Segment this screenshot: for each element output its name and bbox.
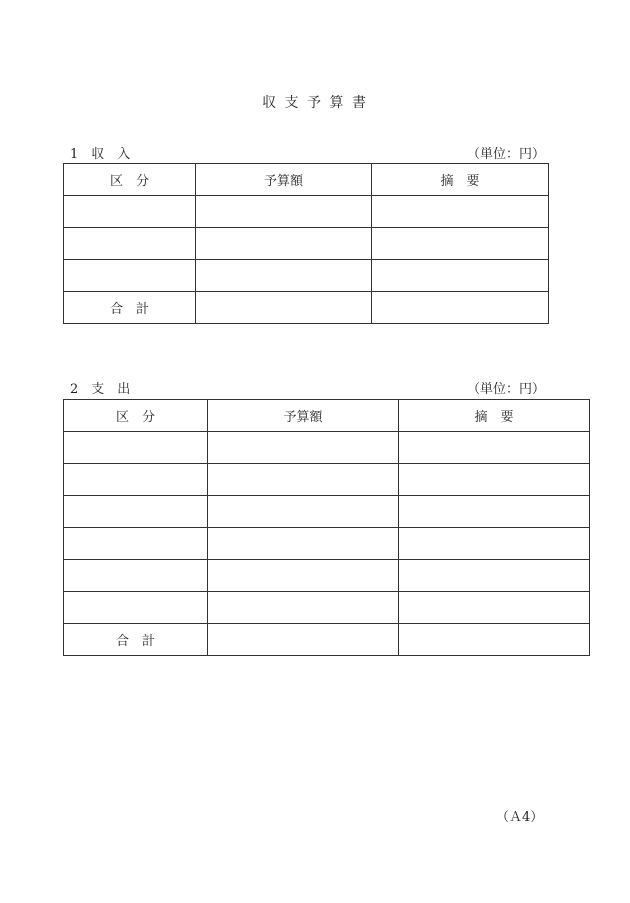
income-row xyxy=(64,196,549,228)
paper-size-label: （Ａ4） xyxy=(496,810,544,825)
income-total-row xyxy=(64,292,549,324)
income-total-amount[interactable] xyxy=(196,292,372,324)
expense-cell[interactable] xyxy=(208,464,399,496)
income-cell[interactable] xyxy=(372,260,549,292)
income-cell[interactable] xyxy=(64,260,196,292)
expense-cell[interactable] xyxy=(64,528,208,560)
expense-cell[interactable] xyxy=(399,528,590,560)
expense-cell[interactable] xyxy=(64,560,208,592)
expense-cell[interactable] xyxy=(208,560,399,592)
expense-row xyxy=(64,432,590,464)
expense-header-row xyxy=(64,400,590,432)
expense-cell[interactable] xyxy=(399,560,590,592)
expense-cell[interactable] xyxy=(208,528,399,560)
expense-header-category: 区 分 xyxy=(64,400,208,432)
expense-cell[interactable] xyxy=(399,464,590,496)
document-title: 収 支 予 算 書 xyxy=(262,95,368,111)
expense-row xyxy=(64,592,590,624)
income-header-category: 区 分 xyxy=(64,164,196,196)
expense-header-budget: 予算額 xyxy=(208,400,399,432)
expense-cell[interactable] xyxy=(399,432,590,464)
income-unit-label: （単位：円） xyxy=(467,147,546,162)
income-table xyxy=(63,163,549,324)
expense-cell[interactable] xyxy=(64,496,208,528)
income-header-remarks: 摘 要 xyxy=(372,164,549,196)
expense-cell[interactable] xyxy=(399,592,590,624)
expense-unit-label: （単位：円） xyxy=(467,382,546,397)
expense-row xyxy=(64,528,590,560)
income-header-budget: 予算額 xyxy=(196,164,372,196)
expense-cell[interactable] xyxy=(64,592,208,624)
expense-row xyxy=(64,496,590,528)
income-cell[interactable] xyxy=(372,196,549,228)
expense-cell[interactable] xyxy=(64,432,208,464)
expense-row xyxy=(64,560,590,592)
income-total-label: 合 計 xyxy=(64,292,196,324)
expense-table xyxy=(63,399,590,656)
expense-cell[interactable] xyxy=(208,432,399,464)
income-header-row xyxy=(64,164,549,196)
income-heading: 1 収 入 xyxy=(70,147,131,162)
expense-cell[interactable] xyxy=(64,464,208,496)
income-cell[interactable] xyxy=(196,196,372,228)
income-cell[interactable] xyxy=(372,228,549,260)
income-cell[interactable] xyxy=(64,228,196,260)
income-row xyxy=(64,260,549,292)
expense-cell[interactable] xyxy=(399,496,590,528)
income-cell[interactable] xyxy=(64,196,196,228)
income-row xyxy=(64,228,549,260)
expense-total-label: 合 計 xyxy=(64,624,208,656)
income-cell[interactable] xyxy=(196,228,372,260)
income-cell[interactable] xyxy=(196,260,372,292)
expense-total-amount[interactable] xyxy=(208,624,399,656)
expense-row xyxy=(64,464,590,496)
expense-cell[interactable] xyxy=(208,592,399,624)
expense-heading: 2 支 出 xyxy=(70,382,131,397)
expense-total-row xyxy=(64,624,590,656)
expense-cell[interactable] xyxy=(208,496,399,528)
expense-total-remarks[interactable] xyxy=(399,624,590,656)
expense-header-remarks: 摘 要 xyxy=(399,400,590,432)
income-total-remarks[interactable] xyxy=(372,292,549,324)
